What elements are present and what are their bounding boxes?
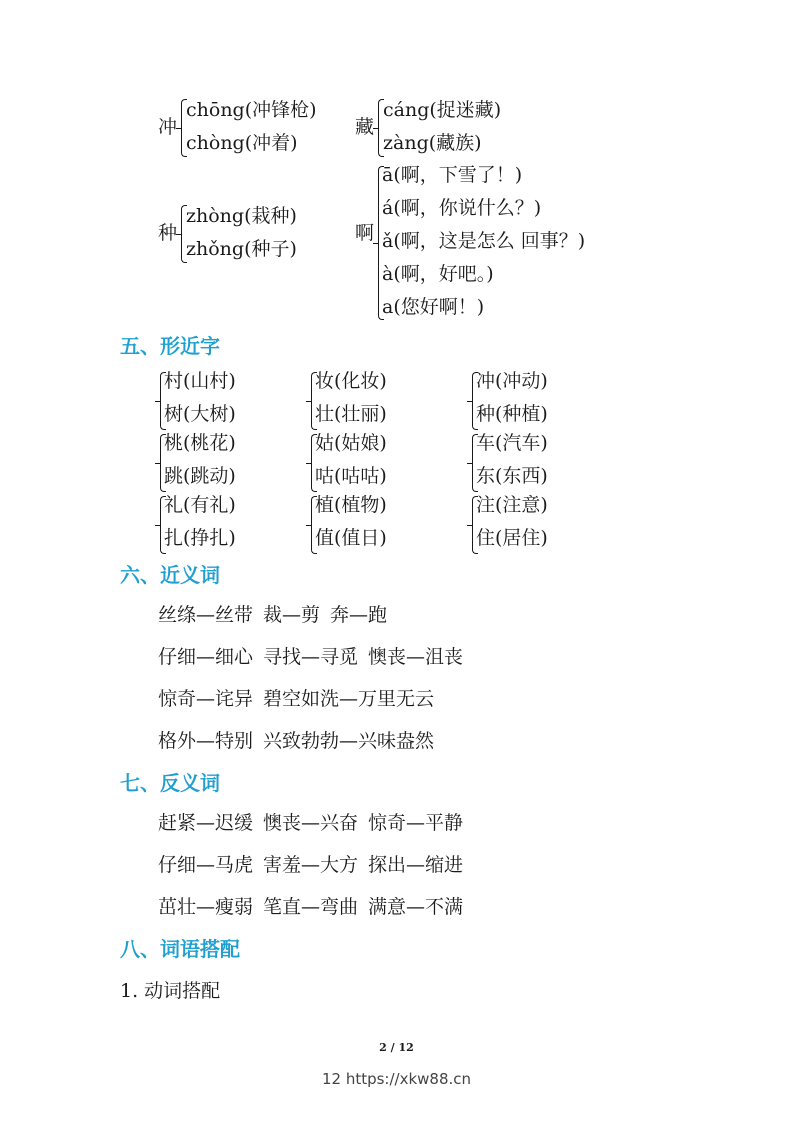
subheading: 1. 动词搭配 <box>120 980 221 1002</box>
antonym-pair: 笔直—弯曲 <box>263 896 359 918</box>
section-heading: 八、词语搭配 <box>120 937 240 961</box>
page-number: 2 / 12 <box>379 1041 414 1054</box>
antonym-pair: 仔细—马虎 <box>158 854 254 876</box>
antonym-pair: 懊丧—兴奋 <box>263 812 359 834</box>
synonym-pair: 碧空如洗—万里无云 <box>263 688 435 710</box>
similar-char: 车(汽车) <box>476 432 548 454</box>
polyphone-char: 冲 <box>158 116 178 138</box>
reading: ǎ(啊，这是怎么 回事？) <box>382 230 586 252</box>
similar-char: 值(值日) <box>315 527 387 549</box>
similar-char: 植(植物) <box>315 494 387 516</box>
antonym-pair: 惊奇—平静 <box>368 812 464 834</box>
similar-char: 扎(挣扎) <box>164 527 236 549</box>
reading: chōng(冲锋枪) <box>186 99 317 121</box>
section-heading: 七、反义词 <box>120 771 220 795</box>
antonym-row <box>158 850 473 880</box>
antonym-pair: 满意—不满 <box>368 896 464 918</box>
similar-char: 壮(壮丽) <box>315 403 387 425</box>
synonym-pair: 仔细—细心 <box>158 646 254 668</box>
antonym-pair: 茁壮—瘦弱 <box>158 896 254 918</box>
antonym-pair: 赶紧—迟缓 <box>158 812 254 834</box>
reading: à(啊，好吧。) <box>382 263 494 285</box>
similar-char: 桃(桃花) <box>164 432 236 454</box>
reading: zhǒng(种子) <box>186 238 297 260</box>
similar-char: 姑(姑娘) <box>315 432 387 454</box>
synonym-row <box>158 600 397 630</box>
antonym-row <box>158 892 473 922</box>
synonym-row <box>158 642 473 672</box>
similar-char: 东(东西) <box>476 465 548 487</box>
synonym-row <box>158 684 444 714</box>
section-heading: 五、形近字 <box>120 334 220 358</box>
reading: ā(啊，下雪了！) <box>382 164 523 186</box>
similar-char: 注(注意) <box>476 494 548 516</box>
reading: zàng(藏族) <box>383 132 482 154</box>
synonym-row <box>158 726 444 756</box>
synonym-pair: 寻找—寻觅 <box>263 646 359 668</box>
antonym-pair: 害羞—大方 <box>263 854 359 876</box>
synonym-pair: 奔—跑 <box>330 604 388 626</box>
antonym-pair: 探出—缩进 <box>368 854 464 876</box>
reading: cáng(捉迷藏) <box>383 99 502 121</box>
polyphone-char: 藏 <box>355 116 375 138</box>
similar-char: 冲(冲动) <box>476 370 548 392</box>
similar-char: 妆(化妆) <box>315 370 387 392</box>
polyphone-char: 啊 <box>355 222 375 244</box>
synonym-pair: 格外—特别 <box>158 730 254 752</box>
similar-char: 村(山村) <box>164 370 236 392</box>
similar-char: 树(大树) <box>164 403 236 425</box>
reading: zhòng(栽种) <box>186 205 297 227</box>
similar-char: 跳(跳动) <box>164 465 236 487</box>
synonym-pair: 兴致勃勃—兴味盎然 <box>263 730 435 752</box>
similar-char: 礼(有礼) <box>164 494 236 516</box>
antonym-row <box>158 808 473 838</box>
similar-char: 咕(咕咕) <box>315 465 387 487</box>
similar-char: 住(居住) <box>476 527 548 549</box>
synonym-pair: 丝绦—丝带 <box>158 604 254 626</box>
reading: á(啊，你说什么？) <box>382 197 542 219</box>
section-heading: 六、近义词 <box>120 563 220 587</box>
synonym-pair: 惊奇—诧异 <box>158 688 254 710</box>
similar-char: 种(种植) <box>476 403 548 425</box>
reading: chòng(冲着) <box>186 132 298 154</box>
footer-url: 12 https://xkw88.cn <box>321 1070 472 1088</box>
polyphone-char: 种 <box>158 222 178 244</box>
synonym-pair: 懊丧—沮丧 <box>368 646 464 668</box>
synonym-pair: 裁—剪 <box>263 604 321 626</box>
reading: a(您好啊！) <box>382 296 485 318</box>
